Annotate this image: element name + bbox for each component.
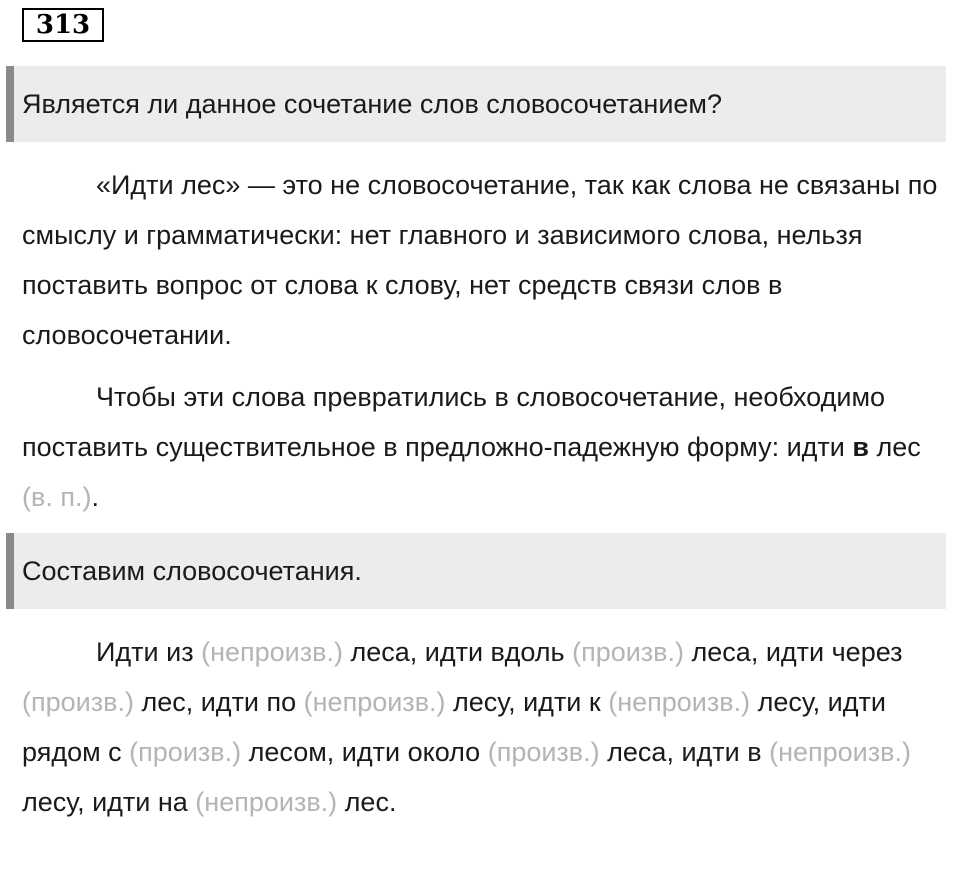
phrase-text: лесом, идти около [241, 737, 488, 767]
preposition-note: (непроизв.) [201, 637, 343, 667]
phrase-text: лесу, идти к [445, 687, 609, 717]
question-2-text: Составим словосочетания. [22, 555, 362, 586]
answer-1-p2-mid: лес [869, 432, 921, 462]
phrase-text: леса, идти через [684, 637, 903, 667]
phrase-text: лесу, идти рядом с [22, 687, 886, 767]
question-1-text: Является ли данное сочетание слов словосочетанием? [22, 88, 722, 119]
preposition-note: (непроизв.) [608, 687, 751, 717]
preposition-note: (непроизв.) [195, 787, 338, 817]
phrase-text: леса, идти вдоль [342, 637, 573, 667]
phrase-text: лес, идти по [133, 687, 304, 717]
preposition-note: (непроизв.) [769, 737, 911, 767]
question-1 [6, 66, 946, 142]
preposition-note: (произв.) [487, 737, 600, 767]
preposition-note: (произв.) [572, 637, 685, 667]
case-note: (в. п.) [22, 482, 92, 512]
answer-1-p2-end: . [91, 482, 99, 512]
phrase-text: Идти из [96, 637, 202, 667]
preposition-note: (произв.) [22, 687, 134, 717]
phrase-text: лесу, идти на [22, 787, 196, 817]
answer-1-text: «Идти лес» — это не словосочетание, так как слова не связаны по смыслу и грамматически: нет главного и зависимого слова, нельзя поставить вопрос от слова к слову, нет средств связи слов в словосочетании. [22, 170, 938, 350]
preposition-bold: в [852, 432, 869, 462]
preposition-note: (непроизв.) [303, 687, 446, 717]
preposition-note: (произв.) [129, 737, 242, 767]
phrase-text: леса, идти в [599, 737, 770, 767]
answer-1-paragraph-2 [22, 372, 952, 522]
task-number: 313 [22, 8, 104, 42]
question-2 [6, 533, 946, 609]
answer-1-paragraph-1 [22, 160, 952, 360]
answer-1-p2-start: Чтобы эти слова превратились в словосочетание, необходимо поставить существительное в предложно-падежную форму: идти [22, 382, 886, 462]
answer-2-paragraph [22, 627, 952, 827]
phrase-text: лес. [337, 787, 397, 817]
